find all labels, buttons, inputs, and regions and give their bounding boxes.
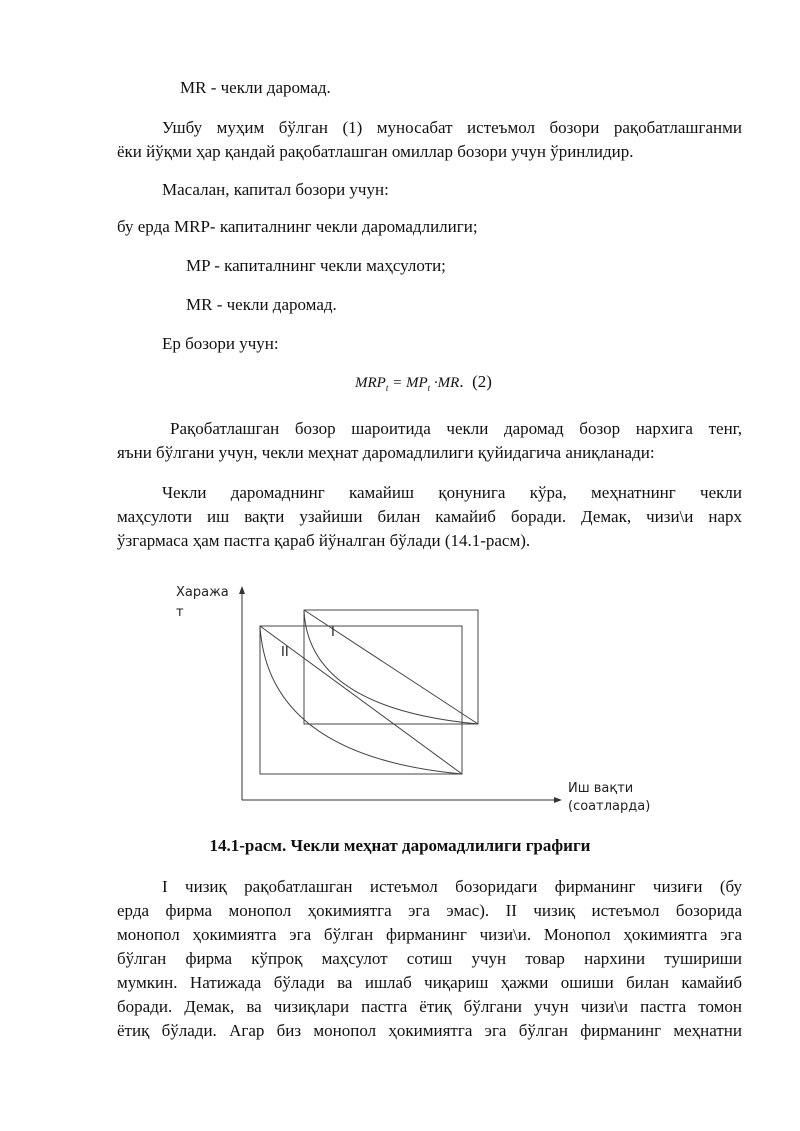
text-line: MR - чекли даромад. xyxy=(186,295,337,314)
formula-mr: MR xyxy=(437,375,460,391)
figure-caption: 14.1-расм. Чекли меҳнат даромадлилиги графиги xyxy=(209,836,591,855)
text-line: ёки йўқми ҳар қандай рақобатлашган омиллар бозори учун ўринлидир. xyxy=(117,142,634,161)
formula-number: (2) xyxy=(472,372,492,391)
curve-ii-line xyxy=(260,626,462,774)
text-line: Ер бозори учун: xyxy=(162,334,279,353)
x-axis-label: Иш вақти xyxy=(568,781,634,796)
text-line: Масалан, капитал бозори учун: xyxy=(162,180,389,199)
text-line: мумкин. Натижада бўлади ва ишлаб чиқариш ҳажми ошиши билан камайиб xyxy=(117,973,742,992)
text-line: ётиқ бўлади. Агар биз монопол ҳокимиятга эга бўлган фирманинг меҳнатни xyxy=(117,1021,742,1040)
formula-end: . xyxy=(459,372,464,391)
text-line: Чекли даромаднинг камайиш қонунига кўра, меҳнатнинг чекли xyxy=(162,483,742,502)
text-line: монопол ҳокимиятга эга бўлган фирманинг чизи\и. Монопол ҳокимиятга эга xyxy=(117,925,742,944)
formula-mp: MP xyxy=(405,375,428,391)
formula-dot: · xyxy=(430,375,438,391)
y-axis-label-2: т xyxy=(176,605,184,620)
text-line: бўлган фирма кўпроқ маҳсулот сотиш учун товар нархини тушириши xyxy=(117,949,742,968)
text-line: маҳсулоти иш вақти узайиши билан камайиб боради. Демак, чизи\и нарх xyxy=(117,507,742,526)
text-line: бу ерда MRP- капиталнинг чекли даромадлилиги; xyxy=(117,217,478,236)
formula-2 xyxy=(355,372,492,393)
figure-14-1 xyxy=(0,580,800,820)
text-line: MR - чекли даромад. xyxy=(180,78,331,97)
text-line: ерда фирма монопол ҳокимиятга эга эмас). II чизиқ истеъмол бозорида xyxy=(117,901,742,920)
formula-eq: = xyxy=(388,375,406,391)
formula-lhs-sub: t xyxy=(385,383,389,393)
text-line: MP - капиталнинг чекли маҳсулоти; xyxy=(186,256,446,275)
text-line: Рақобатлашган бозор шароитида чекли даромад бозор нархига тенг, xyxy=(170,419,742,438)
text-line: боради. Демак, ва чизиқлари пастга ётиқ бўлгани учун чизи\и пастга томон xyxy=(117,997,742,1016)
text-line: Ушбу муҳим бўлган (1) муносабат истеъмол бозори рақобатлашганми xyxy=(162,118,742,137)
y-axis-arrow xyxy=(239,586,245,594)
curve-ii-label: II xyxy=(281,645,289,660)
formula-lhs: MRP xyxy=(355,375,386,391)
y-axis-label: Хаража xyxy=(176,585,229,600)
text-line: ўзгармаса ҳам пастга қараб йўналган бўлади (14.1-расм). xyxy=(117,531,531,550)
text-line: яъни бўлгани учун, чекли меҳнат даромадлилиги қуйидагича аниқланади: xyxy=(117,443,655,462)
text-line: I чизиқ рақобатлашган истеъмол бозоридаги фирманинг чизиғи (бу xyxy=(162,877,742,896)
x-axis-label-2: (соатларда) xyxy=(568,799,651,814)
x-axis-arrow xyxy=(554,797,562,803)
curve-i-label: I xyxy=(331,625,335,640)
formula-mp-sub: t xyxy=(427,383,431,393)
